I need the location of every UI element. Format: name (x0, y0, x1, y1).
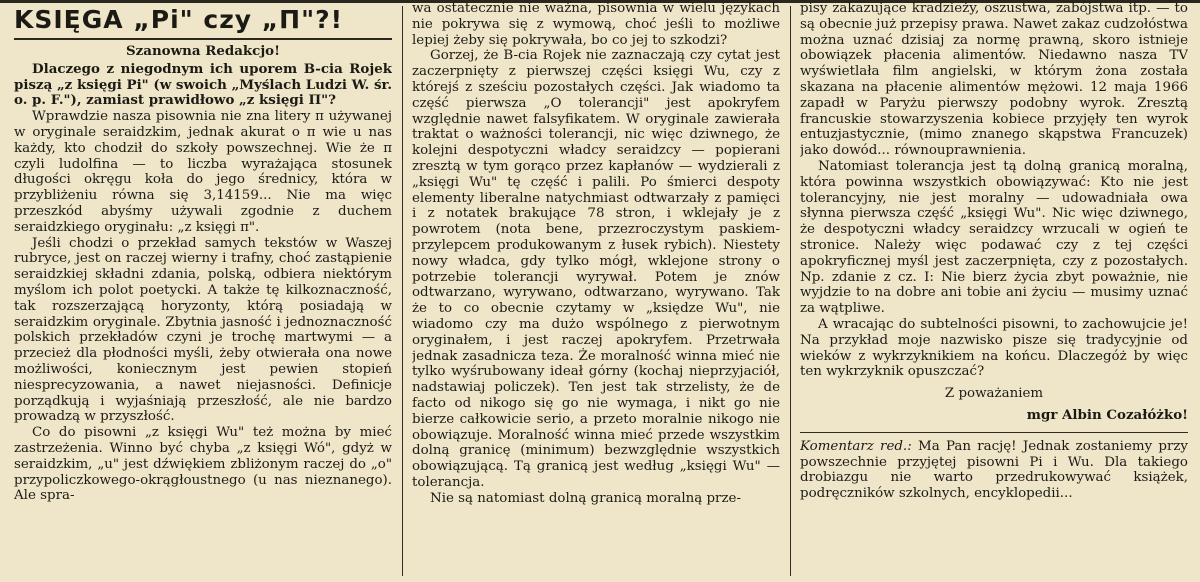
salutation: Szanowna Redakcjo! (126, 43, 280, 59)
comment-text: Ma Pan rację! Jednak zostaniemy przy powszechnie przyjętej pisowni Pi i Wu. Dla takiego drobiazgu nie warto przedrukowywać książek, podręczników szkolnych, encyklopedii... (800, 438, 1188, 502)
editor-comment (800, 439, 1188, 502)
paragraph: pisy zakazujące kradzieży, oszustwa, zabójstwa itp. — to są obecnie już przepisy prawa. Nawet zakaz cudzołóstwa można uznać dzisiaj za normę prawną, skoro istnieje obowiązek płacenia alimentów. Niedawno nasza TV wyświetlała film angielski, w którym żona została skazana na płacenie alimentów mężowi. 12 maja 1966 zapadł w Paryżu pierwszy podobny wyrok. Zresztą francuskie stowarzyszenia kobiece przyjęły ten wyrok entuzjastycznie, (mimo znanego skąpstwa Francuzek) jako dowód... równouprawnienia. (800, 1, 1188, 159)
column-divider (790, 6, 791, 576)
comment-divider (800, 432, 1188, 433)
paragraph: A wracając do subtelności pisowni, to zachowujcie je! Na przykład moje nazwisko pisze się tradycyjnie od wieków z wykrzyknikiem na końcu. Dlaczegóż by więc ten wykrzyknik opuszczać? (800, 316, 1188, 380)
comment-label: Komentarz red.: (800, 438, 912, 454)
column-divider (402, 6, 403, 576)
paragraph: wa ostatecznie nie ważna, pisownia w wielu językach nie pokrywa się z wymową, choć jeśli to możliwe lepiej żeby się pokrywała, bo co jej to szkodzi? (412, 1, 780, 48)
column-1 (14, 5, 392, 579)
paragraph: Dlaczego z niegodnym ich uporem B-cia Rojek piszą „z księgi Pi" (w swoich „Myślach Ludzi W. śr. o. p. F."), zamiast prawidłowo „z księgi Π"? (14, 60, 392, 109)
paragraph: Wprawdzie nasza pisownia nie zna litery π używanej w oryginale seraidzkim, jednak akurat o π wie u nas każdy, kto chodził do szkoły powszechnej. Wie że π czyli ludolfina — to liczba wyrażająca stosunek długości okręgu koła do jego średnicy, która w przybliżeniu równa się 3,14159... Nie ma więc przeszkód abyśmy używali zgodnie z duchem seraidzkiego oryginału: „z księgi π". (14, 109, 392, 235)
signature: mgr Albin Cozałóżko! (1026, 406, 1188, 423)
paragraph: Jeśli chodzi o przekład samych tekstów w Waszej rubryce, jest on raczej wierny i trafny, choć zastąpienie seraidzkiej składni zdania, polską, odbiera niektórym myślom ich polot poetycki. A także tę kilkoznaczność, tak rozszerzającą horyzonty, którą posiadają w seraidzkim oryginale. Zbytnia jasność i jednoznaczność polskich przekładów czyni je trochę martwymi — a przecież dla płodności myśli, żeby otwierała ona nowe możliwości, koniecznym jest pewien stopień niesprecyzowania, a nawet niejasności. Definicje porządkują i wyjaśniają przeszłość, ale nie bardzo prowadzą w przyszłość. (14, 235, 392, 425)
column-2 (412, 1, 780, 575)
headline: KSIĘGA „Pi" czy „Π"?! (14, 5, 392, 40)
paragraph: Co do pisowni „z księgi Wu" też można by mieć zastrzeżenia. Winno być chyba „z księgi Wó", gdyż w seraidzkim, „u" jest dźwiękiem zbliżonym raczej do „o" przypoliczkowego-okrągłoustnego (u nas nieznanego). Ale spra- (14, 425, 392, 504)
paragraph: Nie są natomiast dolną granicą moralną prze- (430, 490, 741, 506)
signoff: Z poważaniem (944, 386, 1044, 402)
paragraph: Gorzej, że B-cia Rojek nie zaznaczają czy cytat jest zaczerpnięty z pierwszej części księgi Wu, czy z którejś z sześciu pozostałych części. Jak wiadomo ta część pierwsza „O tolerancji" jest apokryfem względnie nawet falsyfikatem. W oryginale zawierała traktat o ważności tolerancji, nic więc dziwnego, że kolejni despotyczni władcy seraidzcy — popierani zresztą w tym gorąco przez kapłanów — wydzierali z „księgi Wu" tę część i palili. Po śmierci despoty elementy liberalne natychmiast odtwarzały z pamięci i z notatek brakujące 78 stron, i wklejały je z powrotem (nota bene, przezroczystym paskiem-przylepcem produkowanym z łusek rybich). Niestety nowy władca, gdy tylko mógł, wklejone strony o potrzebie tolerancji wyrywał. Potem je znów odtwarzano, wyrywano, odtwarzano, wyrywano. Tak że to co obecnie czytamy w „księdze Wu", nie wiadomo czy ma dużo wspólnego z pierwotnym oryginałem, i jest raczej apokryfem. Przetrwała jednak zasadnicza teza. Że moralność winna mieć nie tylko wyśrubowany ideał górny (kochaj nieprzyjaciół, nadstawiaj policzek). Ten jest tak strzelisty, że de facto od nikogo się go nie wymaga, i nikt go nie bierze całkowicie serio, a przeto moralnie nikogo nie obowiązuje. Moralność winna mieć przede wszystkim dolną granicę (minimum) bezwzględnie wszystkich obowiązującą. Tą granicą jest według „księgi Wu" — tolerancja. (412, 48, 780, 490)
column-3 (800, 1, 1188, 575)
paragraph: Natomiast tolerancja jest tą dolną granicą moralną, która powinna wszystkich obowiązywać: Kto nie jest tolerancyjny, nie jest moralny — udowadniała owa słynna pierwsza część „księgi Wu". Nic więc dziwnego, że despotyczni władcy seraidzcy wrzucali w ogień te stronice. Należy więc podawać czy z tej części apokryficznej myśl jest zaczerpnięta, czy z pozostałych. Np. zdanie z cz. I: Nie bierz życia zbyt poważnie, nie wyjdzie to na dobre ani tobie ani życiu — musimy uznać za wątpliwe. (800, 158, 1188, 317)
